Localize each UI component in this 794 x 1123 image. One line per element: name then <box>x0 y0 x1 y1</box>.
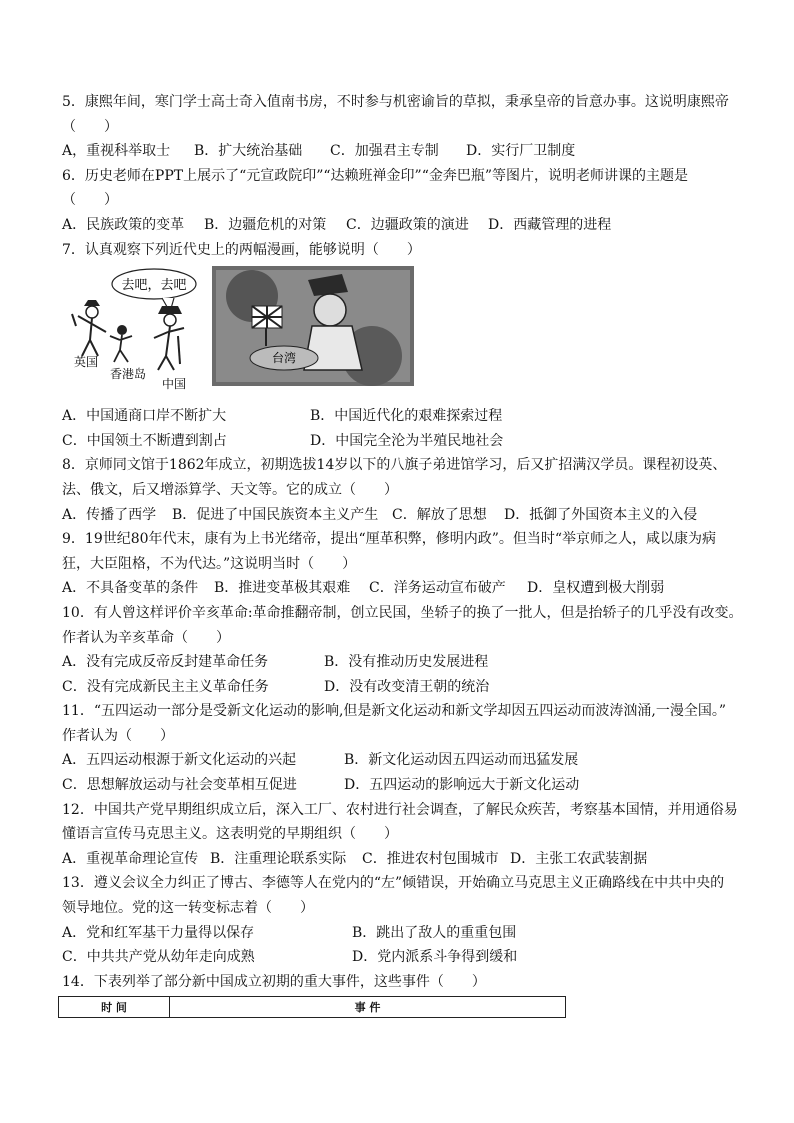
speech-bubble-text: 去吧，去吧 <box>121 277 187 293</box>
options-grid <box>62 748 742 797</box>
question-stem-line: 7．认真观察下列近代史上的两幅漫画，能够说明（ ） <box>62 241 421 258</box>
question-stem-line: 12．中国共产党早期组织成立后，深入工厂、农村进行社会调查，了解民众疾苦，考察基本国情，并用通俗易 <box>62 801 738 818</box>
options-row <box>62 139 742 164</box>
option-d[interactable]: D．抵御了外国资本主义的入侵 <box>504 506 698 523</box>
option-b[interactable]: B．边疆危机的对策 <box>204 216 327 233</box>
question-stem-line: 作者认为（ ） <box>62 727 174 744</box>
options-grid <box>62 921 742 970</box>
question-10 <box>62 601 742 699</box>
question-stem-line: 领导地位。党的这一转变标志着（ ） <box>62 900 314 917</box>
option-d[interactable]: D．西藏管理的进程 <box>488 216 612 233</box>
question-13 <box>62 871 742 969</box>
question-8 <box>62 453 742 527</box>
question-14 <box>62 970 742 1019</box>
label-china: 中国 <box>161 377 187 392</box>
option-c[interactable]: C．洋务运动宣布破产 <box>369 580 506 597</box>
option-d[interactable]: D．五四运动的影响远大于新文化运动 <box>344 777 580 794</box>
question-stem-line: 10．有人曾这样评价辛亥革命:革命推翻帝制，创立民国，坐轿子的换了一批人，但是抬轿子的几乎没有改变。 <box>62 604 743 621</box>
option-b[interactable]: B．扩大统治基础 <box>194 143 303 160</box>
options-grid <box>62 404 742 453</box>
question-stem-line: （ ） <box>62 118 118 135</box>
question-stem-line: 11．“五四运动一部分是受新文化运动的影响,但是新文化运动和新文学却因五四运动而波涛汹涌,一漫全国。” <box>62 703 727 720</box>
question-stem-line: 法、俄文，后又增添算学、天文等。它的成立（ ） <box>62 481 398 498</box>
question-12 <box>62 798 742 872</box>
option-c[interactable]: C．中国领土不断遭到割占 <box>62 432 227 449</box>
table-header-time: 时 间 <box>59 997 170 1018</box>
question-stem-line: 13．遵义会议全力纠正了博古、李德等人在党内的“左”倾错误，开始确立马克思主义正确路线在中共中央的 <box>62 875 725 892</box>
options-grid <box>62 650 742 699</box>
option-b[interactable]: B．中国近代化的艰难探索过程 <box>310 408 503 425</box>
table-header-row <box>59 997 566 1018</box>
options-row <box>62 576 742 601</box>
option-c[interactable]: C．边疆政策的演进 <box>346 216 469 233</box>
question-stem-line: 狂，大臣阻格，不为代达。”这说明当时（ ） <box>62 555 357 572</box>
question-stem-line: （ ） <box>62 192 118 209</box>
question-stem-line: 8．京师同文馆于1862年成立，初期选拔14岁以下的八旗子弟进馆学习，后又扩招满汉学员。课程初设英、 <box>62 457 727 474</box>
option-a[interactable]: A．中国通商口岸不断扩大 <box>62 408 227 425</box>
table-header-event: 事 件 <box>170 997 566 1018</box>
option-b[interactable]: B．推进变革极其艰难 <box>214 580 351 597</box>
question-11 <box>62 699 742 797</box>
option-d[interactable]: D．主张工农武装割据 <box>510 850 648 867</box>
option-a[interactable]: A．没有完成反帝反封建革命任务 <box>62 654 269 671</box>
question-7 <box>62 238 742 454</box>
label-hongkong: 香港岛 <box>109 367 147 382</box>
option-c[interactable]: C．中共共产党从幼年走向成熟 <box>62 949 255 966</box>
option-a[interactable]: A，重视科举取士 <box>62 143 171 160</box>
option-c[interactable]: C．思想解放运动与社会变革相互促进 <box>62 777 297 794</box>
question-stem-line: 9．19世纪80年代末，康有为上书光绪帝，提出“厘革积弊，修明内政”。但当时“举京师之人，咸以康为病 <box>62 531 717 548</box>
option-a[interactable]: A．党和红军基干力量得以保存 <box>62 924 255 941</box>
option-c[interactable]: C．加强君主专制 <box>330 143 439 160</box>
events-table <box>58 996 566 1018</box>
exam-page <box>62 90 742 1018</box>
cartoon-taiwan <box>212 266 414 386</box>
option-c[interactable]: C．推进农村包围城市 <box>362 850 499 867</box>
cartoon-group <box>62 266 742 404</box>
option-a[interactable]: A．不具备变革的条件 <box>62 580 199 597</box>
label-britain: 英国 <box>73 355 99 370</box>
question-stem-line: 5．康熙年间，寒门学士高士奇入值南书房，不时参与机密谕旨的草拟，秉承皇帝的旨意办事。这说明康熙帝 <box>62 94 729 110</box>
option-a[interactable]: A．五四运动根源于新文化运动的兴起 <box>62 752 297 769</box>
label-taiwan: 台湾 <box>271 351 297 366</box>
option-d[interactable]: D．中国完全沦为半殖民地社会 <box>310 432 504 449</box>
option-b[interactable]: B．跳出了敌人的重重包围 <box>352 924 517 941</box>
option-d[interactable]: D．皇权遭到极大削弱 <box>527 580 665 597</box>
question-stem-line: 6．历史老师在PPT上展示了“元宣政院印”“达赖班禅金印”“金奔巴瓶”等图片，说明老师讲课的主题是 <box>62 167 689 184</box>
option-d[interactable]: D．没有改变清王朝的统治 <box>324 678 490 695</box>
option-b[interactable]: B．新文化运动因五四运动而迅猛发展 <box>344 752 579 769</box>
option-a[interactable]: A．民族政策的变革 <box>62 216 185 233</box>
question-stem-line: 懂语言宣传马克思主义。这表明党的早期组织（ ） <box>62 826 398 843</box>
question-9 <box>62 527 742 601</box>
option-b[interactable]: B．促进了中国民族资本主义产生 <box>172 506 379 523</box>
option-d[interactable]: D．党内派系斗争得到缓和 <box>352 949 518 966</box>
option-a[interactable]: A．重视革命理论宣传 <box>62 850 199 867</box>
option-c[interactable]: C．没有完成新民主主义革命任务 <box>62 678 269 695</box>
option-b[interactable]: B．没有推动历史发展进程 <box>324 654 489 671</box>
options-row <box>62 503 742 528</box>
option-b[interactable]: B．注重理论联系实际 <box>210 850 347 867</box>
option-c[interactable]: C．解放了思想 <box>392 506 487 523</box>
question-5 <box>62 90 742 164</box>
options-row <box>62 847 742 872</box>
question-stem-line: 14．下表列举了部分新中国成立初期的重大事件，这些事件（ ） <box>62 973 486 990</box>
option-d[interactable]: D．实行厂卫制度 <box>466 143 576 160</box>
question-stem-line: 作者认为辛亥革命（ ） <box>62 629 230 646</box>
question-6 <box>62 164 742 238</box>
options-row <box>62 213 742 238</box>
cartoon-hongkong <box>62 266 202 398</box>
option-a[interactable]: A．传播了西学 <box>62 506 157 523</box>
